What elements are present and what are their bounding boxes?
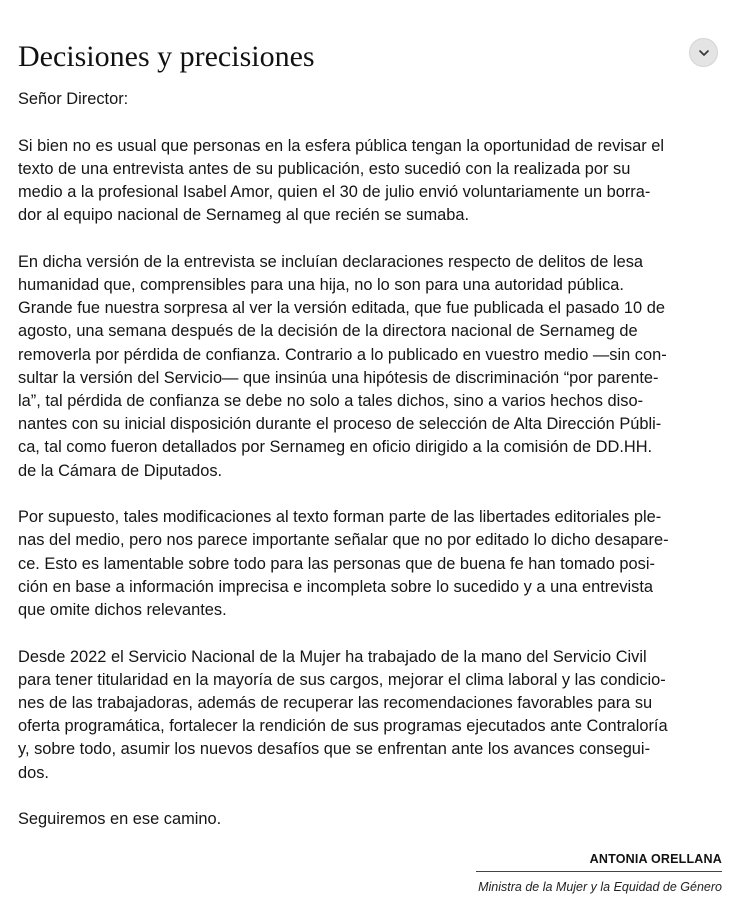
paragraph-line: dor al equipo nacional de Sernameg al que recién se sumaba.	[18, 206, 470, 225]
paragraph-line: removerla por pérdida de confianza. Contrario a lo publicado en vuestro medio —sin con-	[18, 345, 667, 364]
paragraph-line: dos.	[18, 763, 49, 782]
signature-title: Ministra de la Mujer y la Equidad de Género	[478, 880, 722, 894]
paragraph-line: ce. Esto es lamentable sobre todo para las personas que de buena fe han tomado posi-	[18, 554, 655, 573]
paragraph-line: la”, tal pérdida de confianza se debe no solo a tales dichos, sino a varios hechos diso-	[18, 392, 644, 411]
paragraph-line: y, sobre todo, asumir los nuevos desafíos que se enfrentan ante los avances consegui-	[18, 740, 651, 759]
chevron-down-icon	[698, 47, 710, 59]
paragraph-line: nantes con su inicial disposición durante el proceso de selección de Alta Dirección Públi-	[18, 415, 662, 434]
paragraph-line: En dicha versión de la entrevista se incluían declaraciones respecto de delitos de lesa	[18, 252, 644, 271]
paragraph-line: de la Cámara de Diputados.	[18, 461, 223, 480]
paragraph-line: oferta programática, fortalecer la rendición de sus programas ejecutados ante Contraloría	[18, 717, 668, 736]
paragraph-line: Si bien no es usual que personas en la esfera pública tengan la oportunidad de revisar el	[18, 136, 665, 155]
paragraph-line: nes de las trabajadoras, además de recuperar las recomendaciones favorables para su	[18, 694, 653, 713]
paragraph-line: Seguiremos en ese camino.	[18, 810, 222, 829]
paragraph-line: texto de una entrevista antes de su publicación, esto sucedió con la realizada por su	[18, 159, 631, 178]
paragraph-line: ca, tal como fueron detallados por Sernameg en oficio dirigido a la comisión de DD.HH.	[18, 438, 653, 457]
paragraph-line: que omite dichos relevantes.	[18, 601, 227, 620]
paragraph-line: nas del medio, pero nos parece importante señalar que no por editado lo dicho desapare-	[18, 531, 669, 550]
paragraph-1	[18, 135, 722, 228]
salutation-text: Señor Director:	[18, 90, 129, 108]
salutation	[18, 88, 722, 111]
paragraph-4	[18, 646, 722, 785]
signature-name: ANTONIA ORELLANA	[589, 852, 722, 866]
paragraph-line: sultar la versión del Servicio— que insinúa una hipótesis de discriminación “por parente-	[18, 368, 659, 387]
paragraph-3	[18, 506, 722, 622]
paragraph-line: ción en base a información imprecisa e incompleta sobre lo sucedido y a una entrevista	[18, 577, 654, 596]
article-title: Decisiones y precisiones	[18, 40, 315, 73]
paragraph-line: humanidad que, comprensibles para una hija, no lo son para una autoridad pública.	[18, 276, 624, 294]
signature-block	[440, 849, 722, 897]
paragraph-2	[18, 251, 722, 483]
paragraph-line: agosto, una semana después de la decisión de la directora nacional de Sernameg de	[18, 322, 638, 341]
paragraph-line: Desde 2022 el Servicio Nacional de la Mujer ha trabajado de la mano del Servicio Civil	[18, 647, 647, 666]
paragraph-line: para tener titularidad en la mayoría de sus cargos, mejorar el clima laboral y las condicio-	[18, 670, 666, 689]
letter-body	[18, 88, 722, 855]
paragraph-line: Por supuesto, tales modificaciones al texto forman parte de las libertades editoriales ple-	[18, 508, 662, 527]
paragraph-line: medio a la profesional Isabel Amor, quien el 30 de julio envió voluntariamente un borra-	[18, 183, 651, 201]
paragraph-5	[18, 808, 722, 831]
signature-divider	[476, 871, 722, 872]
collapse-button[interactable]	[689, 38, 718, 67]
paragraph-line: Grande fue nuestra sorpresa al ver la versión editada, que fue publicada el pasado 10 de	[18, 299, 665, 318]
